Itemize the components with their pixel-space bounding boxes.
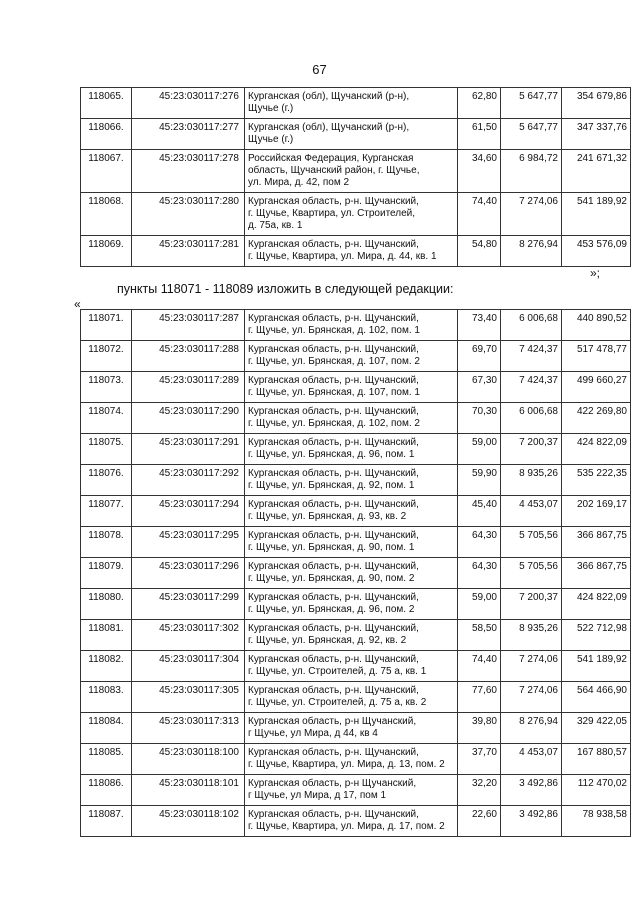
- rate-cell: 5 647,77: [501, 88, 562, 119]
- cadastral-number: 45:23:030117:304: [132, 651, 245, 682]
- total-value-cell: 347 337,76: [562, 119, 631, 150]
- address-cell: [245, 150, 458, 193]
- address-cell: [245, 682, 458, 713]
- address-line: Курганская область, р-н. Щучанский,: [248, 375, 419, 386]
- address-line: Курганская область, р-н. Щучанский,: [248, 623, 419, 634]
- address-line: г. Щучье, ул. Брянская, д. 102, пом. 2: [248, 418, 420, 429]
- address-line: г. Щучье, ул. Брянская, д. 90, пом. 1: [248, 542, 415, 553]
- total-value-cell: 202 169,17: [562, 496, 631, 527]
- table-row: [81, 806, 631, 837]
- total-value-cell: 167 880,57: [562, 744, 631, 775]
- total-value-cell: 564 466,90: [562, 682, 631, 713]
- address-line: Курганская область, р-н. Щучанский,: [248, 747, 419, 758]
- table-row: [81, 713, 631, 744]
- address-line: Курганская область, р-н. Щучанский,: [248, 809, 419, 820]
- table-row: [81, 775, 631, 806]
- cadastral-number: 45:23:030117:290: [132, 403, 245, 434]
- table-row: [81, 88, 631, 119]
- address-line: Курганская область, р-н. Щучанский,: [248, 499, 419, 510]
- row-number: 118069.: [81, 236, 132, 267]
- address-line: г. Щучье, ул. Брянская, д. 107, пом. 1: [248, 387, 420, 398]
- row-number: 118072.: [81, 341, 132, 372]
- row-number: 118068.: [81, 193, 132, 236]
- address-line: Курганская область, р-н Щучанский,: [248, 716, 417, 727]
- row-number: 118066.: [81, 119, 132, 150]
- address-line: Щучье (г.): [248, 134, 294, 145]
- rate-cell: 7 424,37: [501, 341, 562, 372]
- row-number: 118077.: [81, 496, 132, 527]
- cadastral-number: 45:23:030117:292: [132, 465, 245, 496]
- address-cell: [245, 713, 458, 744]
- area-cell: 45,40: [458, 496, 501, 527]
- address-cell: [245, 119, 458, 150]
- row-number: 118085.: [81, 744, 132, 775]
- table-row: [81, 465, 631, 496]
- row-number: 118073.: [81, 372, 132, 403]
- address-line: г. Щучье, ул. Брянская, д. 92, пом. 1: [248, 480, 415, 491]
- cadastral-number: 45:23:030117:296: [132, 558, 245, 589]
- area-cell: 62,80: [458, 88, 501, 119]
- cadastral-number: 45:23:030118:100: [132, 744, 245, 775]
- cadastral-number: 45:23:030117:287: [132, 310, 245, 341]
- total-value-cell: 535 222,35: [562, 465, 631, 496]
- row-number: 118087.: [81, 806, 132, 837]
- table-row: [81, 682, 631, 713]
- area-cell: 58,50: [458, 620, 501, 651]
- address-line: г. Щучье, ул. Строителей, д. 75 а, кв. 2: [248, 697, 427, 708]
- rate-cell: 7 200,37: [501, 434, 562, 465]
- address-cell: [245, 744, 458, 775]
- area-cell: 74,40: [458, 193, 501, 236]
- address-line: г. Щучье, Квартира, ул. Мира, д. 44, кв. 1: [248, 251, 437, 262]
- address-line: Курганская область, р-н. Щучанский,: [248, 344, 419, 355]
- address-line: Курганская (обл), Щучанский (р-н),: [248, 122, 410, 133]
- table-body: [81, 310, 631, 837]
- cadastral-number: 45:23:030117:281: [132, 236, 245, 267]
- cadastral-number: 45:23:030117:295: [132, 527, 245, 558]
- address-cell: [245, 620, 458, 651]
- rate-cell: 6 006,68: [501, 403, 562, 434]
- area-cell: 59,90: [458, 465, 501, 496]
- address-cell: [245, 341, 458, 372]
- cadastral-number: 45:23:030117:313: [132, 713, 245, 744]
- rate-cell: 6 006,68: [501, 310, 562, 341]
- table-row: [81, 150, 631, 193]
- total-value-cell: 440 890,52: [562, 310, 631, 341]
- address-line: Курганская область, р-н. Щучанский,: [248, 406, 419, 417]
- row-number: 118075.: [81, 434, 132, 465]
- rate-cell: 7 274,06: [501, 682, 562, 713]
- address-cell: [245, 193, 458, 236]
- address-line: область, Щучанский район, г. Щучье,: [248, 165, 420, 176]
- area-cell: 64,30: [458, 527, 501, 558]
- table-row: [81, 403, 631, 434]
- total-value-cell: 354 679,86: [562, 88, 631, 119]
- row-number: 118065.: [81, 88, 132, 119]
- address-line: г Щучье, ул Мира, д 44, кв 4: [248, 728, 378, 739]
- table-row: [81, 119, 631, 150]
- cadastral-number: 45:23:030117:276: [132, 88, 245, 119]
- area-cell: 59,00: [458, 589, 501, 620]
- row-number: 118080.: [81, 589, 132, 620]
- total-value-cell: 424 822,09: [562, 589, 631, 620]
- area-cell: 34,60: [458, 150, 501, 193]
- address-line: д. 75а, кв. 1: [248, 220, 303, 231]
- row-number: 118078.: [81, 527, 132, 558]
- rate-cell: 8 935,26: [501, 620, 562, 651]
- total-value-cell: 541 189,92: [562, 651, 631, 682]
- row-number: 118071.: [81, 310, 132, 341]
- rate-cell: 7 200,37: [501, 589, 562, 620]
- page-number: 67: [312, 62, 327, 77]
- address-line: Курганская область, р-н. Щучанский,: [248, 239, 419, 250]
- row-number: 118079.: [81, 558, 132, 589]
- area-cell: 69,70: [458, 341, 501, 372]
- rate-cell: 5 647,77: [501, 119, 562, 150]
- rate-cell: 3 492,86: [501, 775, 562, 806]
- table-row: [81, 744, 631, 775]
- rate-cell: 4 453,07: [501, 744, 562, 775]
- amendment-instruction: пункты 118071 - 118089 изложить в следующей редакции:: [117, 282, 454, 296]
- cadastral-number: 45:23:030118:101: [132, 775, 245, 806]
- closing-quote: »;: [590, 266, 601, 280]
- address-line: г. Щучье, Квартира, ул. Строителей,: [248, 208, 416, 219]
- total-value-cell: 78 938,58: [562, 806, 631, 837]
- area-cell: 39,80: [458, 713, 501, 744]
- area-cell: 73,40: [458, 310, 501, 341]
- rate-cell: 5 705,56: [501, 558, 562, 589]
- address-line: г. Щучье, ул. Брянская, д. 93, кв. 2: [248, 511, 407, 522]
- address-line: Курганская область, р-н. Щучанский,: [248, 685, 419, 696]
- total-value-cell: 366 867,75: [562, 527, 631, 558]
- area-cell: 61,50: [458, 119, 501, 150]
- total-value-cell: 453 576,09: [562, 236, 631, 267]
- address-cell: [245, 806, 458, 837]
- address-line: г. Щучье, ул. Брянская, д. 92, кв. 2: [248, 635, 407, 646]
- rate-cell: 6 984,72: [501, 150, 562, 193]
- address-cell: [245, 651, 458, 682]
- table-row: [81, 589, 631, 620]
- table-row: [81, 620, 631, 651]
- address-line: ул. Мира, д. 42, пом 2: [248, 177, 350, 188]
- table-row: [81, 434, 631, 465]
- rate-cell: 8 935,26: [501, 465, 562, 496]
- property-table-after: [80, 309, 631, 837]
- rate-cell: 7 274,06: [501, 651, 562, 682]
- table-row: [81, 341, 631, 372]
- address-line: г Щучье, ул Мира, д 17, пом 1: [248, 790, 387, 801]
- address-cell: [245, 434, 458, 465]
- address-line: г. Щучье, ул. Брянская, д. 96, пом. 1: [248, 449, 415, 460]
- address-line: Щучье (г.): [248, 103, 294, 114]
- rate-cell: 4 453,07: [501, 496, 562, 527]
- address-cell: [245, 589, 458, 620]
- rate-cell: 7 424,37: [501, 372, 562, 403]
- area-cell: 77,60: [458, 682, 501, 713]
- rate-cell: 8 276,94: [501, 236, 562, 267]
- cadastral-number: 45:23:030117:294: [132, 496, 245, 527]
- address-line: Курганская область, р-н Щучанский,: [248, 778, 417, 789]
- area-cell: 59,00: [458, 434, 501, 465]
- total-value-cell: 499 660,27: [562, 372, 631, 403]
- address-line: Курганская область, р-н. Щучанский,: [248, 196, 419, 207]
- total-value-cell: 517 478,77: [562, 341, 631, 372]
- property-table-before: [80, 87, 631, 267]
- rate-cell: 5 705,56: [501, 527, 562, 558]
- row-number: 118084.: [81, 713, 132, 744]
- total-value-cell: 241 671,32: [562, 150, 631, 193]
- row-number: 118083.: [81, 682, 132, 713]
- total-value-cell: 522 712,98: [562, 620, 631, 651]
- cadastral-number: 45:23:030118:102: [132, 806, 245, 837]
- area-cell: 32,20: [458, 775, 501, 806]
- area-cell: 67,30: [458, 372, 501, 403]
- cadastral-number: 45:23:030117:305: [132, 682, 245, 713]
- address-cell: [245, 465, 458, 496]
- address-cell: [245, 236, 458, 267]
- row-number: 118076.: [81, 465, 132, 496]
- cadastral-number: 45:23:030117:277: [132, 119, 245, 150]
- address-line: Российская Федерация, Курганская: [248, 153, 414, 164]
- address-cell: [245, 775, 458, 806]
- address-cell: [245, 527, 458, 558]
- table-row: [81, 310, 631, 341]
- table-body: [81, 88, 631, 267]
- table-row: [81, 236, 631, 267]
- rate-cell: 8 276,94: [501, 713, 562, 744]
- address-line: Курганская область, р-н. Щучанский,: [248, 654, 419, 665]
- row-number: 118081.: [81, 620, 132, 651]
- address-line: Курганская область, р-н. Щучанский,: [248, 468, 419, 479]
- address-line: Курганская (обл), Щучанский (р-н),: [248, 91, 410, 102]
- cadastral-number: 45:23:030117:278: [132, 150, 245, 193]
- area-cell: 37,70: [458, 744, 501, 775]
- address-line: Курганская область, р-н. Щучанский,: [248, 530, 419, 541]
- area-cell: 64,30: [458, 558, 501, 589]
- address-line: г. Щучье, Квартира, ул. Мира, д. 13, пом. 2: [248, 759, 445, 770]
- area-cell: 74,40: [458, 651, 501, 682]
- cadastral-number: 45:23:030117:299: [132, 589, 245, 620]
- opening-quote: «: [74, 297, 81, 311]
- row-number: 118086.: [81, 775, 132, 806]
- cadastral-number: 45:23:030117:289: [132, 372, 245, 403]
- rate-cell: 3 492,86: [501, 806, 562, 837]
- cadastral-number: 45:23:030117:280: [132, 193, 245, 236]
- area-cell: 54,80: [458, 236, 501, 267]
- address-line: г. Щучье, ул. Брянская, д. 90, пом. 2: [248, 573, 415, 584]
- row-number: 118067.: [81, 150, 132, 193]
- table-row: [81, 496, 631, 527]
- total-value-cell: 422 269,80: [562, 403, 631, 434]
- address-line: г. Щучье, Квартира, ул. Мира, д. 17, пом. 2: [248, 821, 445, 832]
- total-value-cell: 366 867,75: [562, 558, 631, 589]
- table-row: [81, 651, 631, 682]
- table-row: [81, 193, 631, 236]
- total-value-cell: 329 422,05: [562, 713, 631, 744]
- address-line: г. Щучье, ул. Строителей, д. 75 а, кв. 1: [248, 666, 427, 677]
- area-cell: 70,30: [458, 403, 501, 434]
- address-cell: [245, 310, 458, 341]
- cadastral-number: 45:23:030117:288: [132, 341, 245, 372]
- address-line: Курганская область, р-н. Щучанский,: [248, 313, 419, 324]
- address-cell: [245, 496, 458, 527]
- row-number: 118074.: [81, 403, 132, 434]
- address-line: Курганская область, р-н. Щучанский,: [248, 592, 419, 603]
- total-value-cell: 541 189,92: [562, 193, 631, 236]
- address-line: Курганская область, р-н. Щучанский,: [248, 561, 419, 572]
- cadastral-number: 45:23:030117:291: [132, 434, 245, 465]
- table-row: [81, 558, 631, 589]
- area-cell: 22,60: [458, 806, 501, 837]
- address-cell: [245, 88, 458, 119]
- address-line: г. Щучье, ул. Брянская, д. 96, пом. 2: [248, 604, 415, 615]
- address-line: Курганская область, р-н. Щучанский,: [248, 437, 419, 448]
- row-number: 118082.: [81, 651, 132, 682]
- address-cell: [245, 403, 458, 434]
- cadastral-number: 45:23:030117:302: [132, 620, 245, 651]
- address-cell: [245, 372, 458, 403]
- address-line: г. Щучье, ул. Брянская, д. 102, пом. 1: [248, 325, 420, 336]
- address-cell: [245, 558, 458, 589]
- total-value-cell: 424 822,09: [562, 434, 631, 465]
- table-row: [81, 372, 631, 403]
- address-line: г. Щучье, ул. Брянская, д. 107, пом. 2: [248, 356, 420, 367]
- total-value-cell: 112 470,02: [562, 775, 631, 806]
- table-row: [81, 527, 631, 558]
- rate-cell: 7 274,06: [501, 193, 562, 236]
